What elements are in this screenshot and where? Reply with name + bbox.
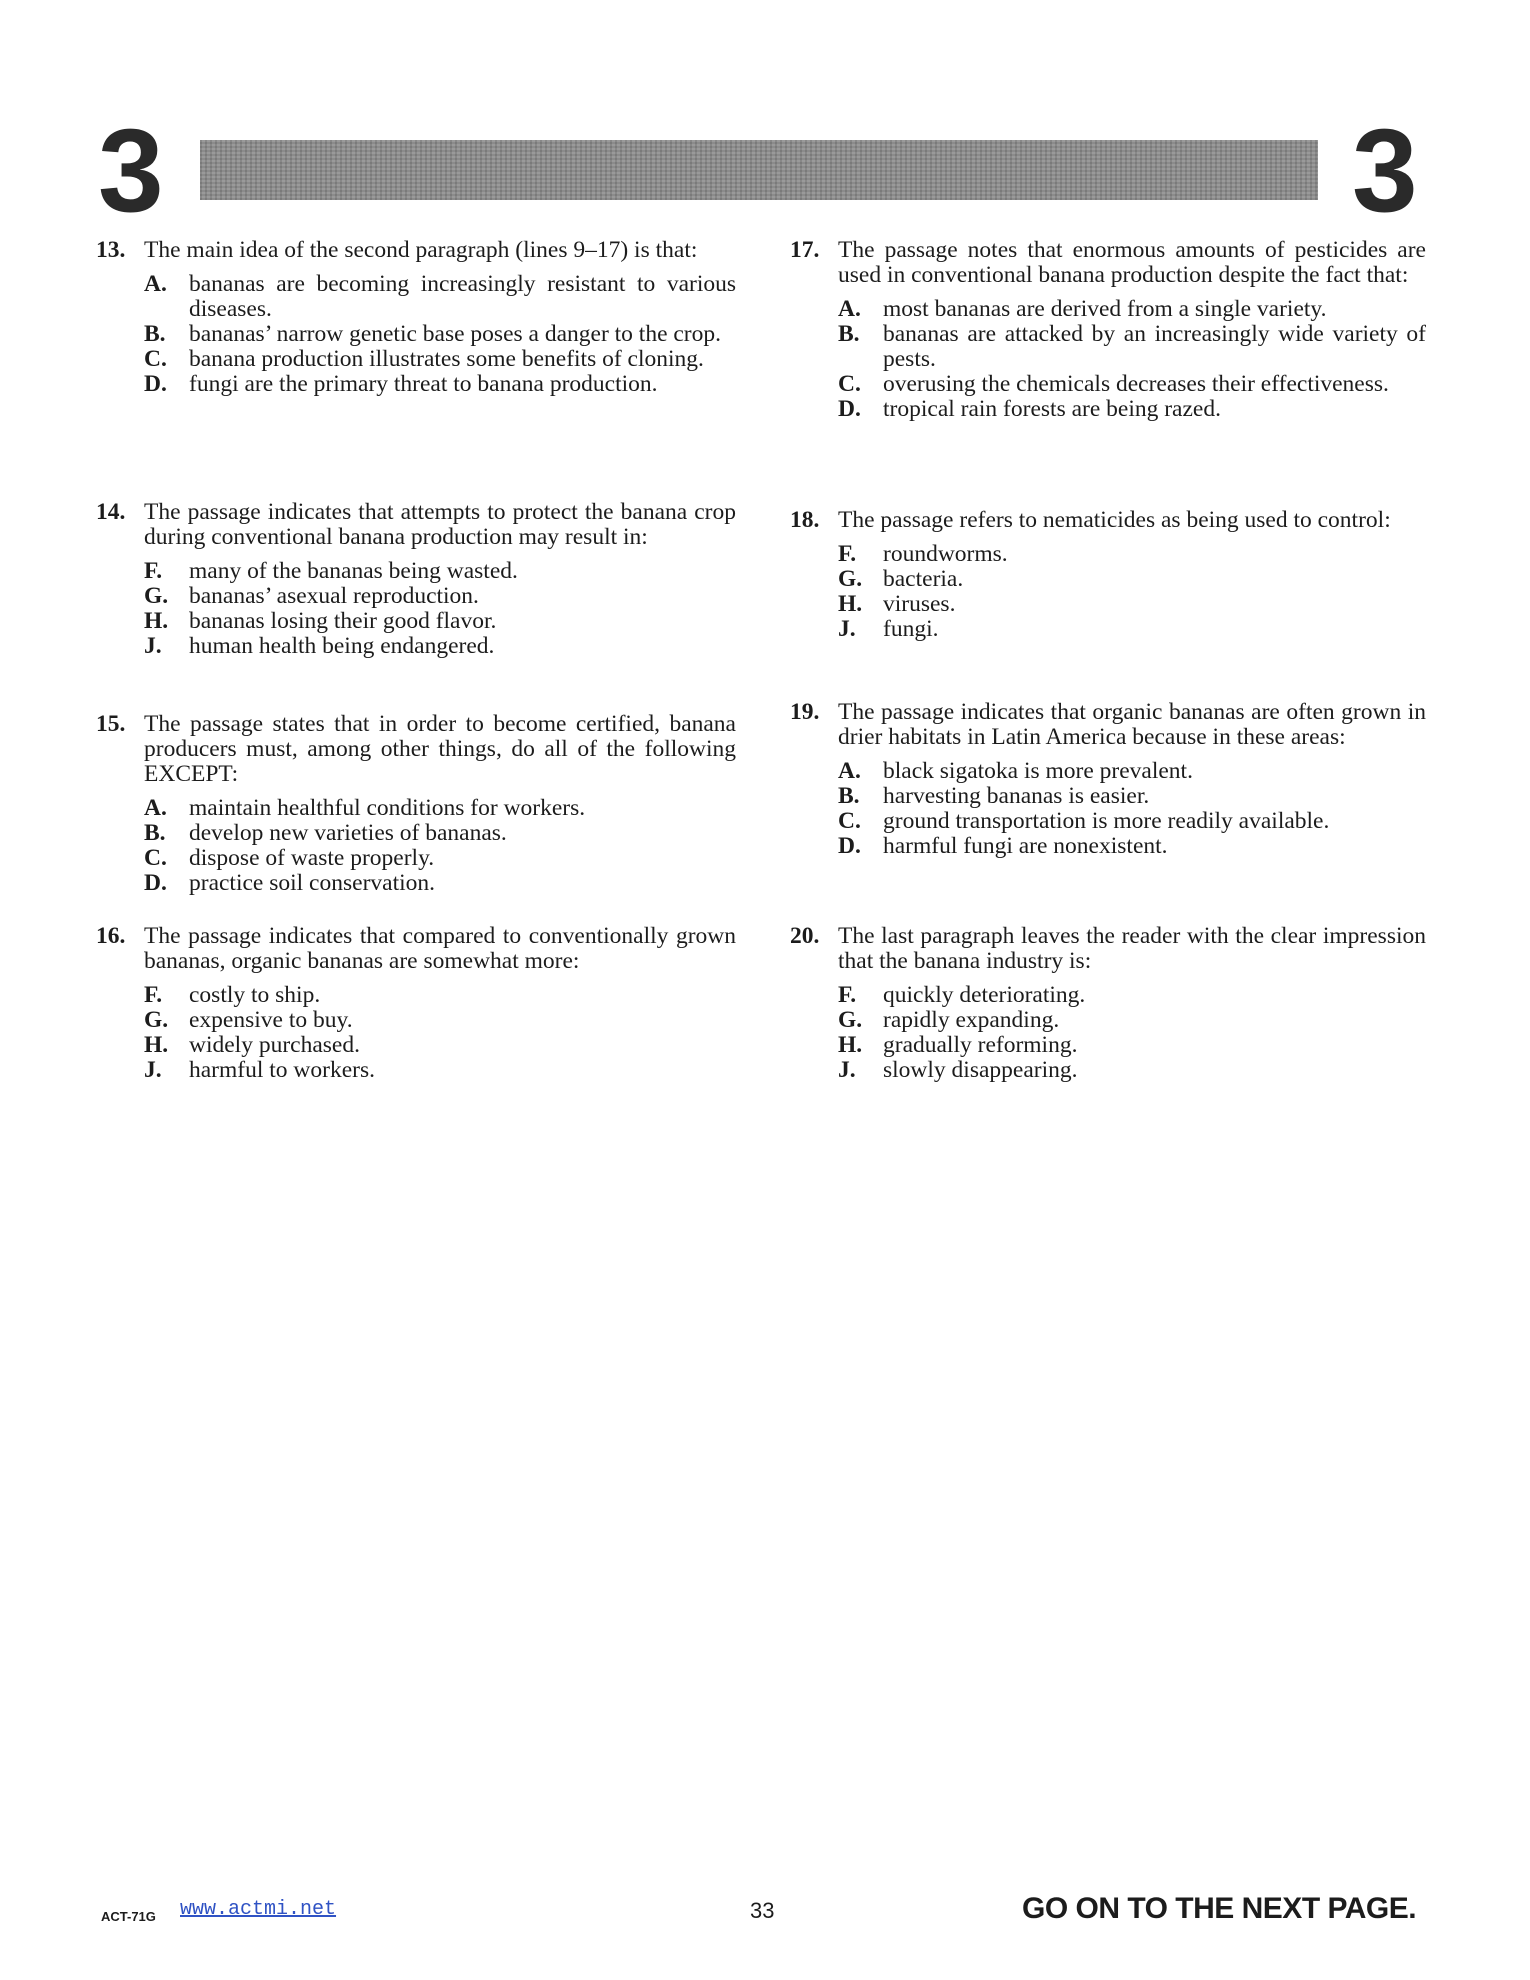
answer-option-b[interactable] [144,322,736,347]
option-text: fungi. [883,616,939,642]
option-letter: J. [144,633,162,659]
option-text: maintain healthful conditions for workers. [189,795,586,821]
option-text: fungi are the primary threat to banana production. [189,371,658,397]
option-letter: D. [144,371,167,397]
option-text: roundworms. [883,541,1008,567]
option-text: harmful to workers. [189,1057,375,1083]
question-stem: The passage notes that enormous amounts of pesticides are used in conventional banana production despite the fact that: [838,237,1426,288]
answer-option-b[interactable] [838,322,1426,372]
option-text: bananas losing their good flavor. [189,608,497,634]
option-text: bacteria. [883,566,964,592]
option-text: bananas’ asexual reproduction. [189,583,479,609]
question-stem: The last paragraph leaves the reader with the clear impression that the banana industry is: [838,923,1426,974]
option-letter: J. [838,1057,856,1083]
answer-option-g[interactable] [144,1008,736,1033]
option-text: bananas are becoming increasingly resistant to various diseases. [189,271,736,322]
option-text: overusing the chemicals decreases their effectiveness. [883,371,1389,397]
option-letter: G. [838,566,863,592]
option-letter: C. [838,371,861,397]
answer-option-b[interactable] [144,821,736,846]
question-number: 13. [96,237,126,263]
option-text: rapidly expanding. [883,1007,1060,1033]
option-letter: B. [838,783,860,809]
answer-option-h[interactable] [144,1033,736,1058]
option-letter: F. [838,541,857,567]
question-16 [96,924,736,1083]
question-stem: The passage indicates that attempts to protect the banana crop during conventional banana production may result in: [144,499,736,550]
option-letter: G. [144,583,169,609]
question-14 [96,500,736,659]
answer-option-g[interactable] [838,1008,1426,1033]
section-number-left: 3 [98,105,164,237]
option-letter: B. [144,820,166,846]
answer-option-j[interactable] [838,1058,1426,1083]
answer-option-b[interactable] [838,784,1426,809]
answer-option-a[interactable] [144,796,736,821]
answer-option-f[interactable] [838,983,1426,1008]
option-text: banana production illustrates some benefits of cloning. [189,346,704,372]
answer-option-g[interactable] [838,567,1426,592]
option-letter: F. [838,982,857,1008]
option-letter: B. [838,321,860,347]
option-letter: C. [144,845,167,871]
option-text: harvesting bananas is easier. [883,783,1150,809]
answer-option-d[interactable] [838,834,1426,859]
section-banner [200,140,1318,200]
question-15 [96,712,736,896]
question-number: 19. [790,699,820,725]
option-letter: J. [838,616,856,642]
option-text: many of the bananas being wasted. [189,558,518,584]
option-text: expensive to buy. [189,1007,353,1033]
option-letter: A. [144,271,167,297]
page-number: 33 [750,1898,775,1923]
answer-option-d[interactable] [144,372,736,397]
question-number: 14. [96,499,126,525]
option-text: bananas’ narrow genetic base poses a danger to the crop. [189,321,722,347]
option-letter: J. [144,1057,162,1083]
option-text: harmful fungi are nonexistent. [883,833,1168,859]
answer-option-c[interactable] [144,846,736,871]
option-letter: H. [144,1032,169,1058]
option-text: widely purchased. [189,1032,360,1058]
option-letter: D. [838,833,861,859]
question-number: 16. [96,923,126,949]
question-19 [790,700,1426,859]
option-text: dispose of waste properly. [189,845,435,871]
question-stem: The passage states that in order to become certified, banana producers must, among other things, do all of the following EXCEPT: [144,711,736,787]
option-letter: D. [144,870,167,896]
option-letter: H. [838,591,863,617]
answer-option-a[interactable] [838,297,1426,322]
question-13 [96,238,736,397]
option-text: practice soil conservation. [189,870,436,896]
option-text: most bananas are derived from a single variety. [883,296,1327,322]
option-letter: H. [838,1032,863,1058]
answer-option-h[interactable] [838,592,1426,617]
question-stem: The passage indicates that organic bananas are often grown in drier habitats in Latin America because in these areas: [838,699,1426,750]
answer-option-g[interactable] [144,584,736,609]
option-text: quickly deteriorating. [883,982,1086,1008]
question-18 [790,508,1426,642]
option-letter: F. [144,982,163,1008]
option-text: slowly disappearing. [883,1057,1078,1083]
option-letter: A. [144,795,167,821]
answer-option-a[interactable] [838,759,1426,784]
option-letter: B. [144,321,166,347]
answer-option-f[interactable] [838,542,1426,567]
answer-option-j[interactable] [838,617,1426,642]
answer-option-h[interactable] [144,609,736,634]
option-text: bananas are attacked by an increasingly wide variety of pests. [883,321,1426,372]
option-text: gradually reforming. [883,1032,1078,1058]
question-number: 15. [96,711,126,737]
answer-option-j[interactable] [144,634,736,659]
answer-option-c[interactable] [838,372,1426,397]
question-number: 17. [790,237,820,263]
question-stem: The passage indicates that compared to conventionally grown bananas, organic bananas are somewhat more: [144,923,736,974]
section-number-right: 3 [1352,105,1418,237]
question-20 [790,924,1426,1083]
option-letter: G. [144,1007,169,1033]
form-code: ACT-71G [101,1909,156,1924]
answer-option-j[interactable] [144,1058,736,1083]
answer-option-f[interactable] [144,559,736,584]
option-text: tropical rain forests are being razed. [883,396,1221,422]
answer-option-d[interactable] [144,871,736,896]
option-letter: G. [838,1007,863,1033]
question-stem: The passage refers to nematicides as being used to control: [838,507,1391,533]
question-number: 18. [790,507,820,533]
next-page-notice: GO ON TO THE NEXT PAGE. [1022,1892,1417,1925]
question-number: 20. [790,923,820,949]
option-text: human health being endangered. [189,633,495,659]
option-letter: A. [838,296,861,322]
option-letter: F. [144,558,163,584]
answer-option-h[interactable] [838,1033,1426,1058]
option-text: develop new varieties of bananas. [189,820,507,846]
option-text: black sigatoka is more prevalent. [883,758,1193,784]
site-link[interactable]: www.actmi.net [180,1898,337,1921]
option-letter: C. [144,346,167,372]
option-text: ground transportation is more readily available. [883,808,1330,834]
question-stem: The main idea of the second paragraph (lines 9–17) is that: [144,237,698,263]
option-letter: D. [838,396,861,422]
answer-option-d[interactable] [838,397,1426,422]
option-letter: A. [838,758,861,784]
answer-option-c[interactable] [838,809,1426,834]
answer-option-a[interactable] [144,272,736,322]
option-letter: H. [144,608,169,634]
answer-option-c[interactable] [144,347,736,372]
option-text: costly to ship. [189,982,321,1008]
option-letter: C. [838,808,861,834]
option-text: viruses. [883,591,956,617]
answer-option-f[interactable] [144,983,736,1008]
question-17 [790,238,1426,422]
